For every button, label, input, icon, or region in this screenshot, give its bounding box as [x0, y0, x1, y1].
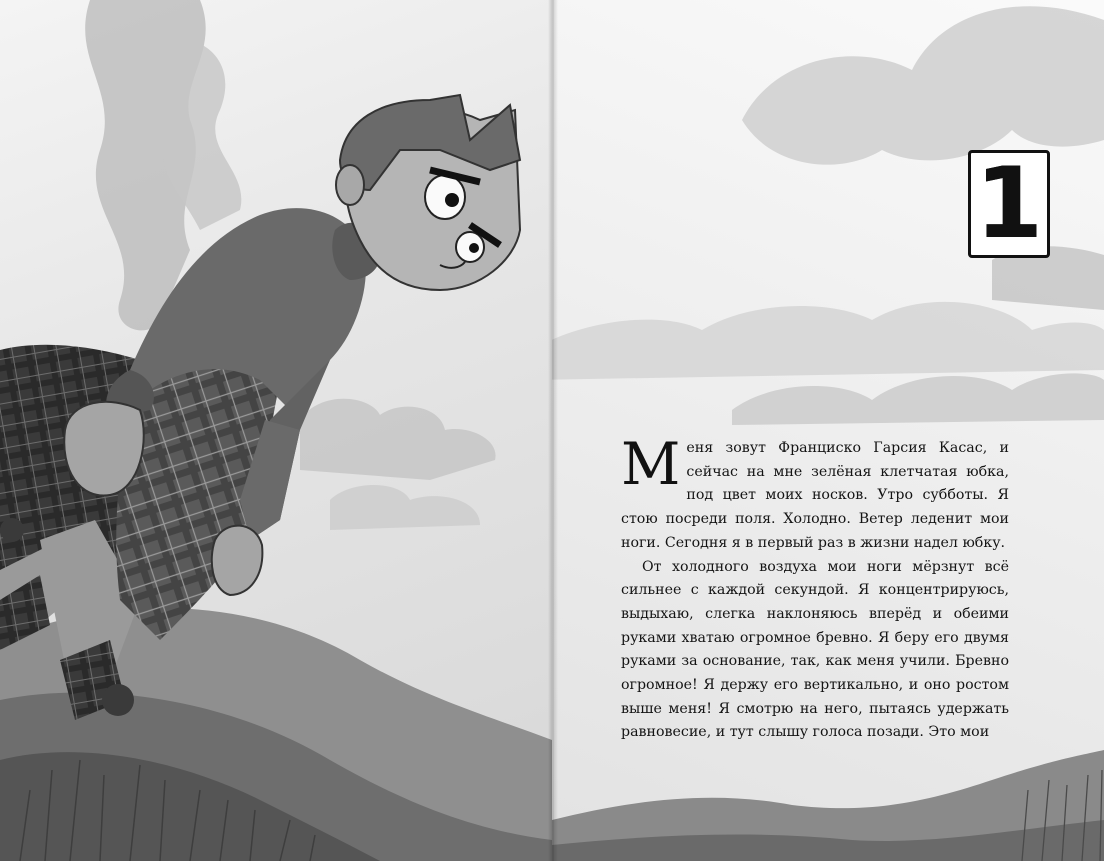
book-gutter	[548, 0, 558, 861]
chapter-number: 1	[968, 150, 1018, 258]
second-paragraph: От холодного воздуха мои ноги мёрзнут всё сильнее с каждой секундой. Я концентрируюсь, выдыхаю, слегка наклоняюсь вперёд и обеими руками хватаю огромное бревно. Я беру его двумя руками за основание, так, как меня учили. Бревно огромное! Я держу его вертикально, и оно ростом выше меня! Я смотрю на него, пытаясь удержать равновесие, и тут слышу голоса позади. Это мои	[621, 558, 1009, 741]
first-paragraph	[621, 430, 1009, 556]
first-paragraph-text: еня зовут Франциско Гарсия Касас, и сейчас на мне зелёная клетчатая юбка, под цвет моих носков. Утро субботы. Я стою посреди поля. Холодно. Ветер леденит мои ноги. Сегодня я в первый раз в жизни надел юбку.	[621, 440, 1009, 551]
chapter-text	[621, 430, 1009, 745]
dropcap: М	[621, 430, 681, 498]
